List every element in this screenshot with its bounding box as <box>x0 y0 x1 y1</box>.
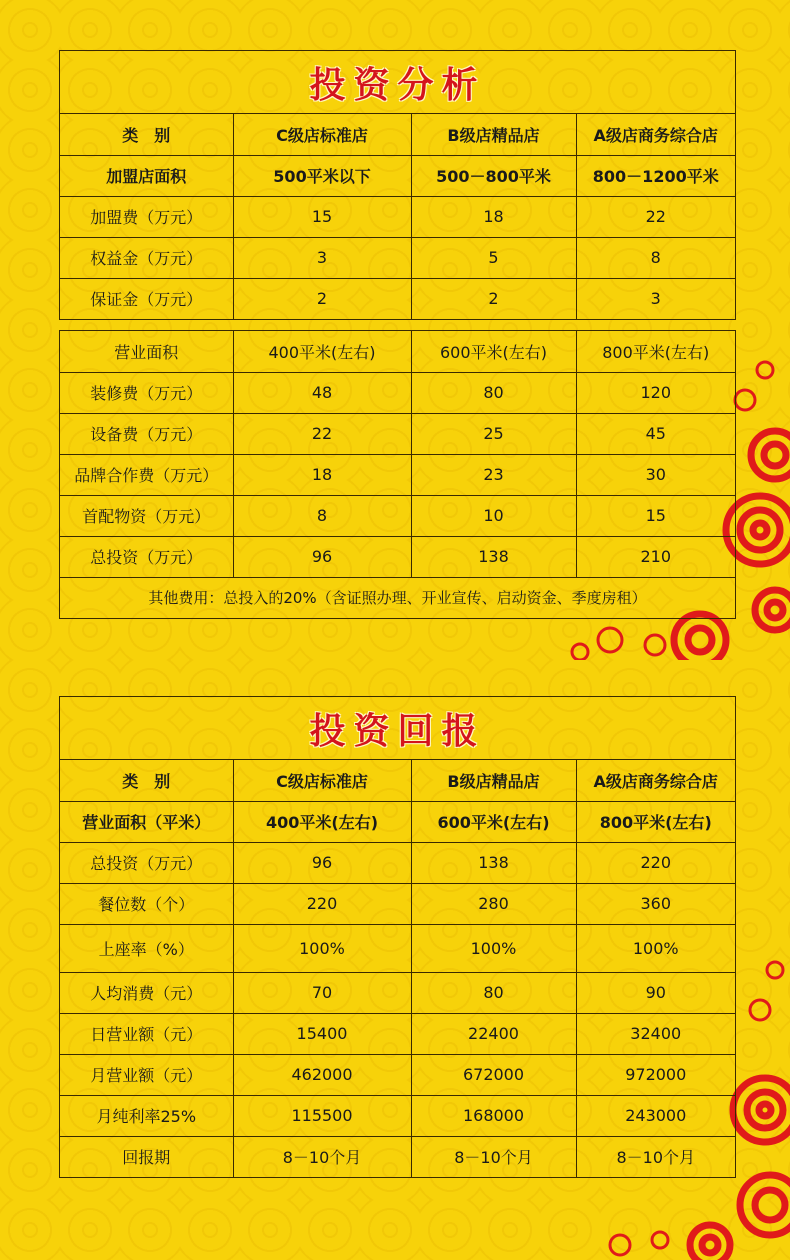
table-row <box>60 331 735 372</box>
header-cell: C级店标准店 <box>233 760 411 801</box>
table-cell: 115500 <box>233 1095 411 1136</box>
table-cell: 8－10个月 <box>411 1136 576 1177</box>
table-cell: 800－1200平米 <box>576 155 735 196</box>
header-cell: B级店精品店 <box>411 114 576 155</box>
investment-analysis-panel <box>59 50 736 320</box>
table-cell: 100% <box>576 924 735 972</box>
table-row <box>60 454 735 495</box>
table-cell: 加盟费（万元） <box>60 196 233 237</box>
table-cell: 营业面积 <box>60 331 233 372</box>
header-cell: B级店精品店 <box>411 760 576 801</box>
investment-analysis-table-a <box>60 114 735 319</box>
table-cell: 80 <box>411 372 576 413</box>
table-cell: 品牌合作费（万元） <box>60 454 233 495</box>
table-cell: 800平米(左右) <box>576 331 735 372</box>
table-cell: 22 <box>233 413 411 454</box>
investment-return-title-row <box>60 697 735 760</box>
table-cell: 800平米(左右) <box>576 801 735 842</box>
header-cell: 类 别 <box>60 760 233 801</box>
investment-return-table <box>60 760 735 1177</box>
table-cell: 22400 <box>411 1013 576 1054</box>
table-cell: 90 <box>576 972 735 1013</box>
table-cell: 22 <box>576 196 735 237</box>
table-cell: 100% <box>411 924 576 972</box>
investment-return-title: 投资回报 <box>309 709 486 752</box>
table-cell: 18 <box>411 196 576 237</box>
table-cell: 972000 <box>576 1054 735 1095</box>
table-cell: 280 <box>411 883 576 924</box>
table-cell: 400平米(左右) <box>233 331 411 372</box>
table-cell: 15 <box>233 196 411 237</box>
table-cell: 45 <box>576 413 735 454</box>
table-cell: 设备费（万元） <box>60 413 233 454</box>
table-cell: 保证金（万元） <box>60 278 233 319</box>
header-cell: 类 别 <box>60 114 233 155</box>
table-cell: 权益金（万元） <box>60 237 233 278</box>
table-cell: 600平米(左右) <box>411 801 576 842</box>
table-cell: 首配物资（万元） <box>60 495 233 536</box>
table-cell: 138 <box>411 842 576 883</box>
table-cell: 100% <box>233 924 411 972</box>
table-cell: 120 <box>576 372 735 413</box>
table-header-row <box>60 760 735 801</box>
investment-analysis-table-b <box>60 331 735 618</box>
table-cell: 243000 <box>576 1095 735 1136</box>
table-cell: 3 <box>576 278 735 319</box>
table-row <box>60 278 735 319</box>
table-cell: 15 <box>576 495 735 536</box>
table-cell: 8－10个月 <box>576 1136 735 1177</box>
table-cell: 360 <box>576 883 735 924</box>
table-cell: 餐位数（个） <box>60 883 233 924</box>
table-cell: 48 <box>233 372 411 413</box>
table-cell: 25 <box>411 413 576 454</box>
table-row <box>60 372 735 413</box>
table-row <box>60 1095 735 1136</box>
table-cell: 96 <box>233 536 411 577</box>
table-row <box>60 577 735 618</box>
table-cell: 220 <box>233 883 411 924</box>
table-header-row <box>60 114 735 155</box>
table-cell: 2 <box>411 278 576 319</box>
investment-cost-panel <box>59 330 736 619</box>
table-cell: 15400 <box>233 1013 411 1054</box>
table-row <box>60 883 735 924</box>
table-cell: 回报期 <box>60 1136 233 1177</box>
table-cell: 70 <box>233 972 411 1013</box>
table-cell: 日营业额（元） <box>60 1013 233 1054</box>
investment-analysis-title: 投资分析 <box>309 63 486 106</box>
table-row <box>60 536 735 577</box>
table-row <box>60 801 735 842</box>
table-cell: 5 <box>411 237 576 278</box>
table-row <box>60 196 735 237</box>
table-cell: 人均消费（元） <box>60 972 233 1013</box>
table-cell: 月纯利率25% <box>60 1095 233 1136</box>
table-row <box>60 972 735 1013</box>
table-row <box>60 1013 735 1054</box>
table-cell: 8－10个月 <box>233 1136 411 1177</box>
table-cell: 上座率（%） <box>60 924 233 972</box>
table-cell: 168000 <box>411 1095 576 1136</box>
table-row <box>60 924 735 972</box>
table-cell: 400平米(左右) <box>233 801 411 842</box>
investment-analysis-title-row <box>60 51 735 114</box>
table-cell: 装修费（万元） <box>60 372 233 413</box>
table-row <box>60 1054 735 1095</box>
table-cell: 600平米(左右) <box>411 331 576 372</box>
table-cell: 月营业额（元） <box>60 1054 233 1095</box>
table-cell: 462000 <box>233 1054 411 1095</box>
table-cell: 30 <box>576 454 735 495</box>
table-row <box>60 237 735 278</box>
table-cell: 营业面积（平米） <box>60 801 233 842</box>
header-cell: C级店标准店 <box>233 114 411 155</box>
table-cell: 总投资（万元） <box>60 536 233 577</box>
table-cell: 总投资（万元） <box>60 842 233 883</box>
table-cell: 138 <box>411 536 576 577</box>
table-cell: 3 <box>233 237 411 278</box>
table-cell: 32400 <box>576 1013 735 1054</box>
table-cell: 210 <box>576 536 735 577</box>
header-cell: A级店商务综合店 <box>576 114 735 155</box>
table-cell: 18 <box>233 454 411 495</box>
table-cell: 220 <box>576 842 735 883</box>
table-cell: 500平米以下 <box>233 155 411 196</box>
table-cell: 96 <box>233 842 411 883</box>
table-row <box>60 495 735 536</box>
table-cell: 8 <box>576 237 735 278</box>
table-cell: 80 <box>411 972 576 1013</box>
table-cell: 23 <box>411 454 576 495</box>
table-cell: 10 <box>411 495 576 536</box>
header-cell: A级店商务综合店 <box>576 760 735 801</box>
table-row <box>60 1136 735 1177</box>
other-fees-note: 其他费用：总投入的20%（含证照办理、开业宣传、启动资金、季度房租） <box>60 577 735 618</box>
investment-return-panel <box>59 696 736 1178</box>
table-cell: 8 <box>233 495 411 536</box>
table-cell: 672000 <box>411 1054 576 1095</box>
table-cell: 加盟店面积 <box>60 155 233 196</box>
table-row <box>60 413 735 454</box>
table-cell: 500－800平米 <box>411 155 576 196</box>
table-row <box>60 155 735 196</box>
table-row <box>60 842 735 883</box>
table-cell: 2 <box>233 278 411 319</box>
